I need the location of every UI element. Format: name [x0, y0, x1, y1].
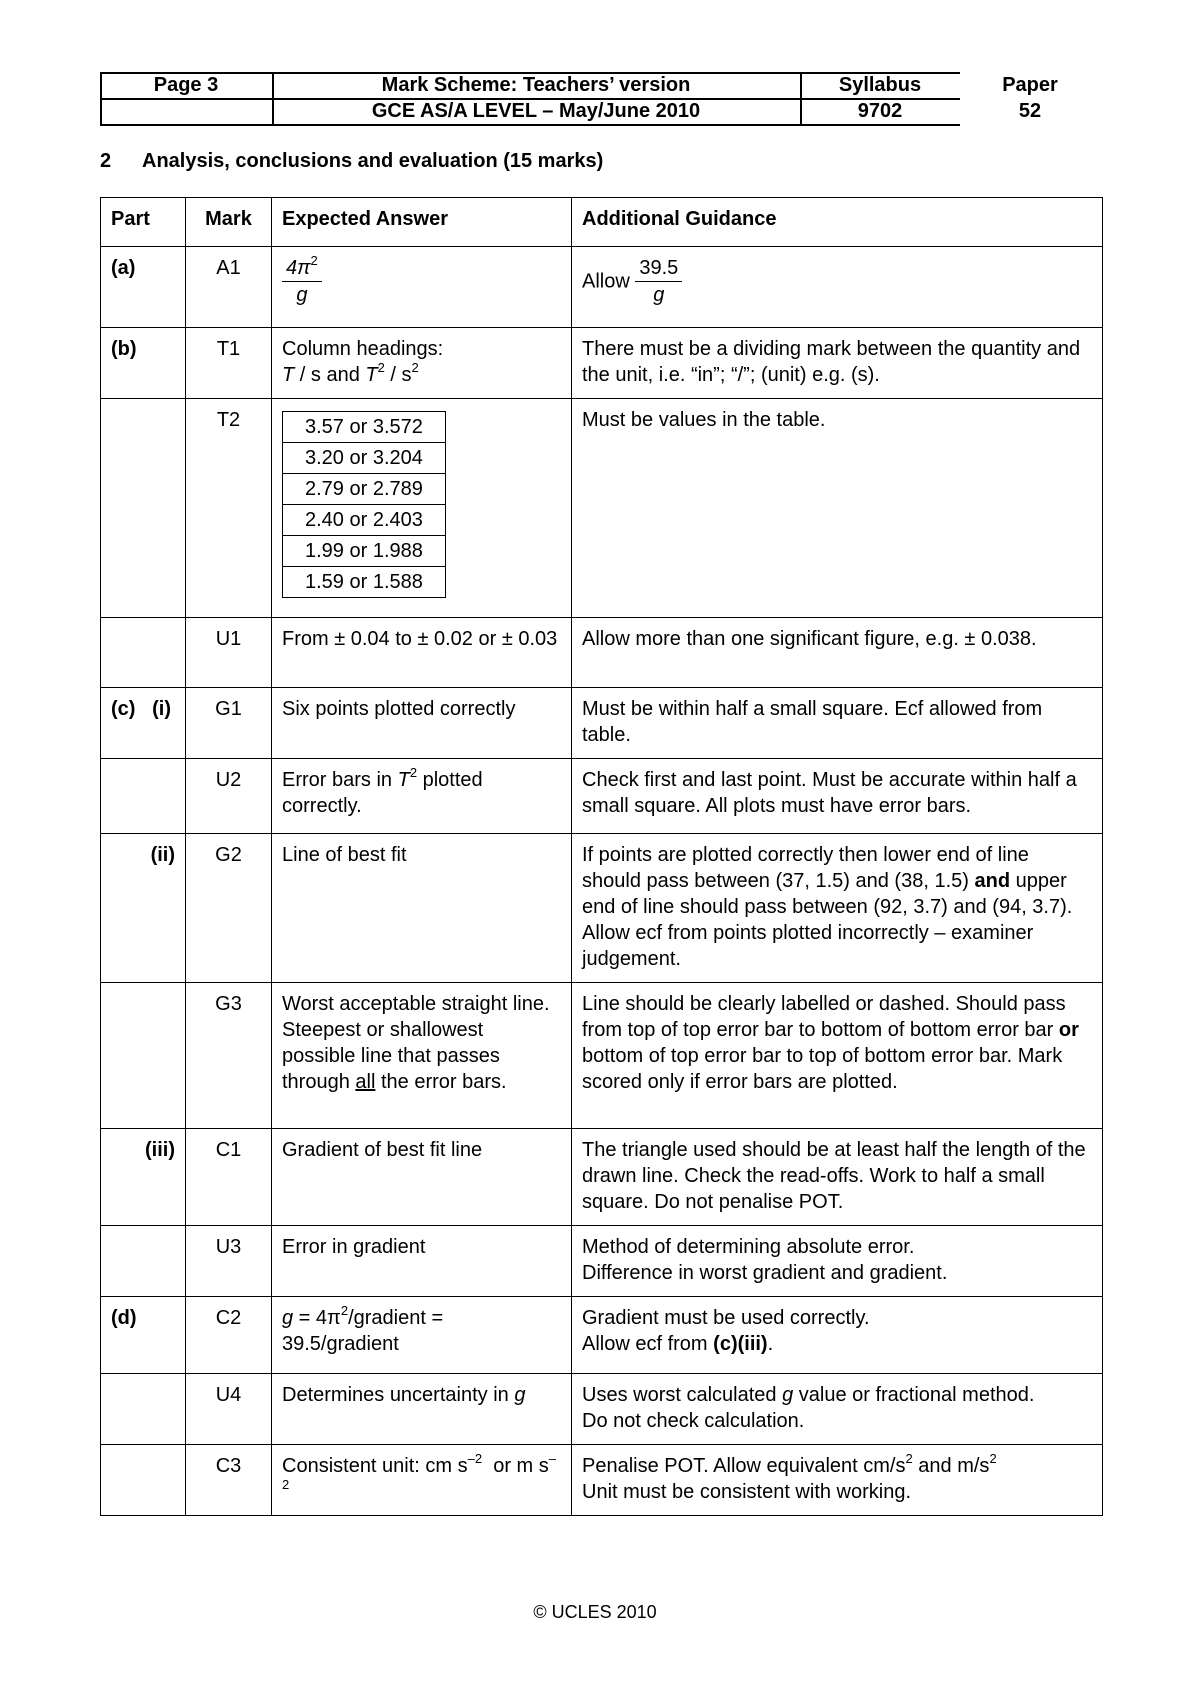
section-number: 2	[100, 150, 112, 172]
paper-label: Paper	[1002, 74, 1058, 96]
fraction-denominator: g	[296, 284, 308, 306]
table-row	[101, 328, 1103, 399]
guidance-cell: If points are plotted correctly then lower end of line should pass between (37, 1.5) and (38, 1.5) and upper end of line should pass between (92, 3.7) and (94, 3.7). Allow ecf from points plotted incorrectly – examiner judgement.	[572, 834, 1103, 983]
answer-cell: Worst acceptable straight line. Steepest or shallowest possible line that passes through all the error bars.	[272, 983, 572, 1129]
guidance-cell	[572, 247, 1103, 328]
part-cell: (d)	[101, 1297, 186, 1374]
guidance-cell: Must be values in the table.	[572, 399, 1103, 618]
answer-cell: Line of best fit	[272, 834, 572, 983]
table-row	[101, 983, 1103, 1129]
table-row	[101, 1297, 1103, 1374]
answer-text: T / s and $T^2 / s^2$	[282, 360, 419, 386]
value-cell: 3.20 or 3.204	[283, 443, 446, 474]
table-row	[101, 247, 1103, 328]
value-cell: 1.59 or 1.588	[283, 567, 446, 598]
mark-cell: G2	[186, 834, 272, 983]
answer-cell	[272, 399, 572, 618]
guidance-cell: Penalise POT. Allow equivalent $cm/s^2$ and $m/s^2$ Unit must be consistent with working.	[572, 1445, 1103, 1516]
mark-cell: C1	[186, 1129, 272, 1226]
part-cell	[101, 1445, 186, 1516]
part-cell	[101, 399, 186, 618]
part-cell	[101, 1374, 186, 1445]
answer-cell: Error bars in $T^2$ plotted correctly.	[272, 759, 572, 834]
table-row	[101, 1374, 1103, 1445]
table-row	[101, 834, 1103, 983]
answer-cell	[272, 328, 572, 399]
mark-cell: T2	[186, 399, 272, 618]
answer-cell: From ± 0.04 to ± 0.02 or ± 0.03	[272, 618, 572, 688]
fraction-numerator: 4π	[286, 257, 311, 279]
part-cell: (ii)	[101, 834, 186, 983]
fraction-denominator: g	[653, 284, 665, 306]
answer-cell: Gradient of best fit line	[272, 1129, 572, 1226]
part-cell	[101, 1226, 186, 1297]
document-title: Mark Scheme: Teachers’ version	[381, 74, 691, 96]
value-cell: 2.79 or 2.789	[283, 474, 446, 505]
mark-cell: T1	[186, 328, 272, 399]
answer-text: Column headings:	[282, 338, 444, 360]
guidance-cell: Must be within half a small square. Ecf allowed from table.	[572, 688, 1103, 759]
part-cell: (a)	[101, 247, 186, 328]
section-title: Analysis, conclusions and evaluation (15 marks)	[142, 150, 604, 172]
column-header: Expected Answer	[272, 198, 572, 247]
mark-cell: U2	[186, 759, 272, 834]
mark-cell: U4	[186, 1374, 272, 1445]
paper-number: 52	[1018, 100, 1042, 122]
guidance-text: Allow	[582, 270, 630, 293]
mark-cell: U3	[186, 1226, 272, 1297]
answer-cell: $g = 4\pi^2$/gradient = 39.5/gradient	[272, 1297, 572, 1374]
answer-cell: Consistent unit: cm $s^{-2}$ or m $s^{-2}$	[272, 1445, 572, 1516]
mark-cell: G1	[186, 688, 272, 759]
value-cell: 1.99 or 1.988	[283, 536, 446, 567]
page-number: Page 3	[153, 74, 219, 96]
part-cell: (b)	[101, 328, 186, 399]
values-table	[282, 411, 446, 598]
column-header: Part	[101, 198, 186, 247]
guidance-cell: Method of determining absolute error. Difference in worst gradient and gradient.	[572, 1226, 1103, 1297]
syllabus-label: Syllabus	[838, 74, 922, 96]
value-cell: 2.40 or 2.403	[283, 505, 446, 536]
part-cell	[101, 983, 186, 1129]
guidance-cell: Check first and last point. Must be accurate within half a small square. All plots must have error bars.	[572, 759, 1103, 834]
answer-cell: Determines uncertainty in g	[272, 1374, 572, 1445]
part-cell: (c) (i)	[101, 688, 186, 759]
table-row	[101, 688, 1103, 759]
mark-cell: C3	[186, 1445, 272, 1516]
value-cell: 3.57 or 3.572	[283, 412, 446, 443]
mark-cell: U1	[186, 618, 272, 688]
table-header-row	[101, 198, 1103, 247]
mark-cell: C2	[186, 1297, 272, 1374]
mark-cell: A1	[186, 247, 272, 328]
fraction	[282, 255, 322, 308]
table-row	[101, 618, 1103, 688]
guidance-cell: Gradient must be used correctly. Allow ecf from (c)(iii).	[572, 1297, 1103, 1374]
guidance-cell: Uses worst calculated g value or fractional method. Do not check calculation.	[572, 1374, 1103, 1445]
part-cell	[101, 618, 186, 688]
guidance-cell: Allow more than one significant figure, e.g. ± 0.038.	[572, 618, 1103, 688]
table-row	[101, 1129, 1103, 1226]
guidance-cell: The triangle used should be at least half the length of the drawn line. Check the read-offs. Work to half a small square. Do not penalise POT.	[572, 1129, 1103, 1226]
exam-name: GCE AS/A LEVEL – May/June 2010	[371, 100, 701, 122]
superscript: 2	[310, 253, 318, 268]
mark-scheme-table	[100, 197, 1103, 1516]
table-row	[101, 759, 1103, 834]
copyright-footer: © UCLES 2010	[533, 1602, 657, 1622]
table-row	[101, 1445, 1103, 1516]
part-cell: (iii)	[101, 1129, 186, 1226]
column-header: Additional Guidance	[572, 198, 1103, 247]
table-row	[101, 399, 1103, 618]
answer-cell: Error in gradient	[272, 1226, 572, 1297]
mark-cell: G3	[186, 983, 272, 1129]
guidance-cell: There must be a dividing mark between the quantity and the unit, i.e. “in”; “/”; (unit) e.g. (s).	[572, 328, 1103, 399]
section-heading	[100, 150, 603, 173]
table-row	[101, 1226, 1103, 1297]
column-header: Mark	[186, 198, 272, 247]
guidance-cell: Line should be clearly labelled or dashed. Should pass from top of top error bar to bottom of bottom error bar or bottom of top error bar to top of bottom error bar. Mark scored only if error bars are plotted.	[572, 983, 1103, 1129]
fraction-numerator: 39.5	[635, 255, 682, 282]
answer-cell: Six points plotted correctly	[272, 688, 572, 759]
part-cell	[101, 759, 186, 834]
fraction	[635, 255, 682, 308]
syllabus-code: 9702	[857, 100, 903, 122]
page-header	[100, 72, 1060, 126]
answer-cell	[272, 247, 572, 328]
